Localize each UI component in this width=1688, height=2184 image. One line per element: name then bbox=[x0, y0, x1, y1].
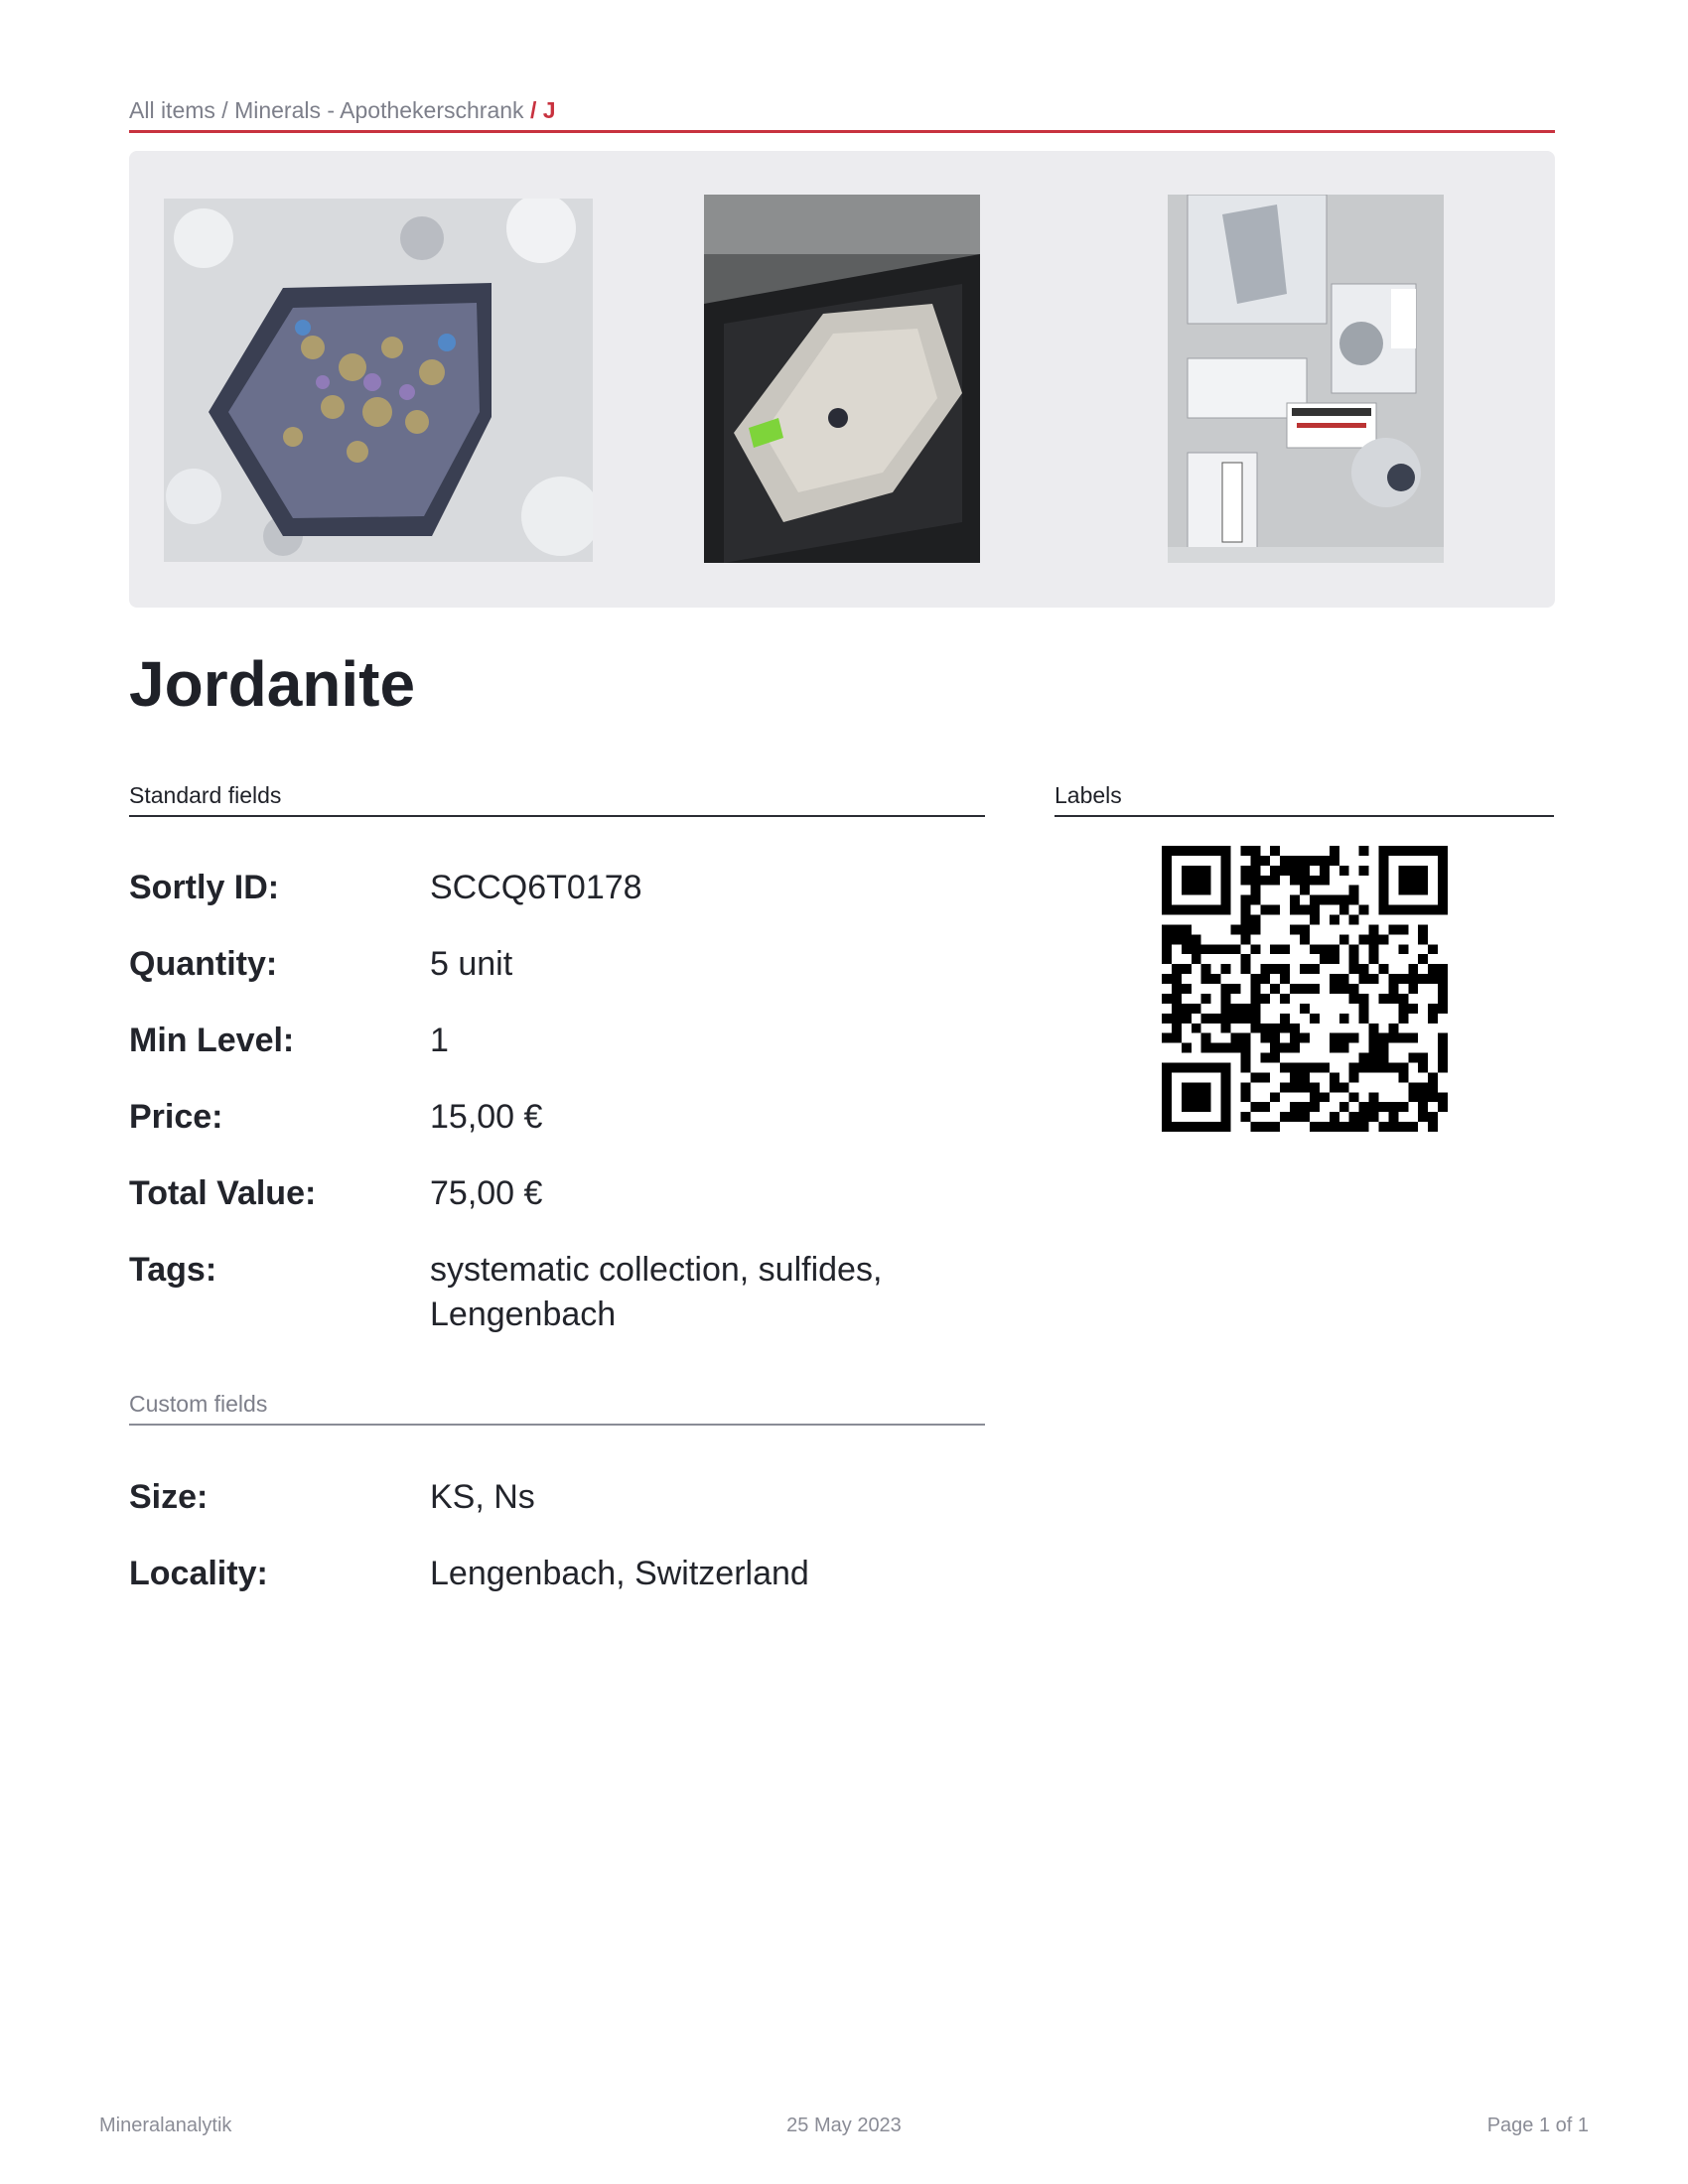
field-value: KS, Ns bbox=[430, 1478, 535, 1516]
photo-1-icon[interactable] bbox=[164, 199, 593, 562]
photo-gallery bbox=[129, 151, 1555, 608]
field-label: Sortly ID: bbox=[129, 869, 280, 906]
field-label: Quantity: bbox=[129, 945, 278, 983]
field-label: Price: bbox=[129, 1098, 223, 1136]
qr-code-icon bbox=[1162, 846, 1448, 1132]
footer-date: 25 May 2023 bbox=[786, 2115, 902, 2136]
field-value: 75,00 € bbox=[430, 1174, 543, 1212]
field-label: Min Level: bbox=[129, 1022, 295, 1059]
photo-2-icon[interactable] bbox=[704, 195, 980, 563]
item-title: Jordanite bbox=[129, 648, 416, 720]
custom-fields-heading: Custom fields bbox=[129, 1391, 985, 1426]
breadcrumb-path[interactable]: All items / Minerals - Apothekerschrank bbox=[129, 97, 524, 123]
field-value: 1 bbox=[430, 1022, 449, 1059]
field-value: systematic collection, sulfides, Lengenbach bbox=[430, 1251, 883, 1333]
breadcrumb bbox=[129, 97, 1555, 133]
standard-fields-heading: Standard fields bbox=[129, 782, 985, 817]
footer-page: Page 1 of 1 bbox=[1486, 2115, 1589, 2136]
photo-3-icon[interactable] bbox=[1168, 195, 1444, 563]
field-value: 5 unit bbox=[430, 945, 513, 983]
field-value: SCCQ6T0178 bbox=[430, 869, 642, 906]
breadcrumb-current: / J bbox=[529, 97, 556, 123]
field-label: Size: bbox=[129, 1478, 209, 1516]
field-label: Tags: bbox=[129, 1251, 217, 1289]
labels-heading: Labels bbox=[1055, 782, 1554, 817]
field-value: 15,00 € bbox=[430, 1098, 543, 1136]
footer-org: Mineralanalytik bbox=[99, 2115, 232, 2136]
field-value: Lengenbach, Switzerland bbox=[430, 1555, 809, 1592]
field-label: Total Value: bbox=[129, 1174, 317, 1212]
field-label: Locality: bbox=[129, 1555, 268, 1592]
